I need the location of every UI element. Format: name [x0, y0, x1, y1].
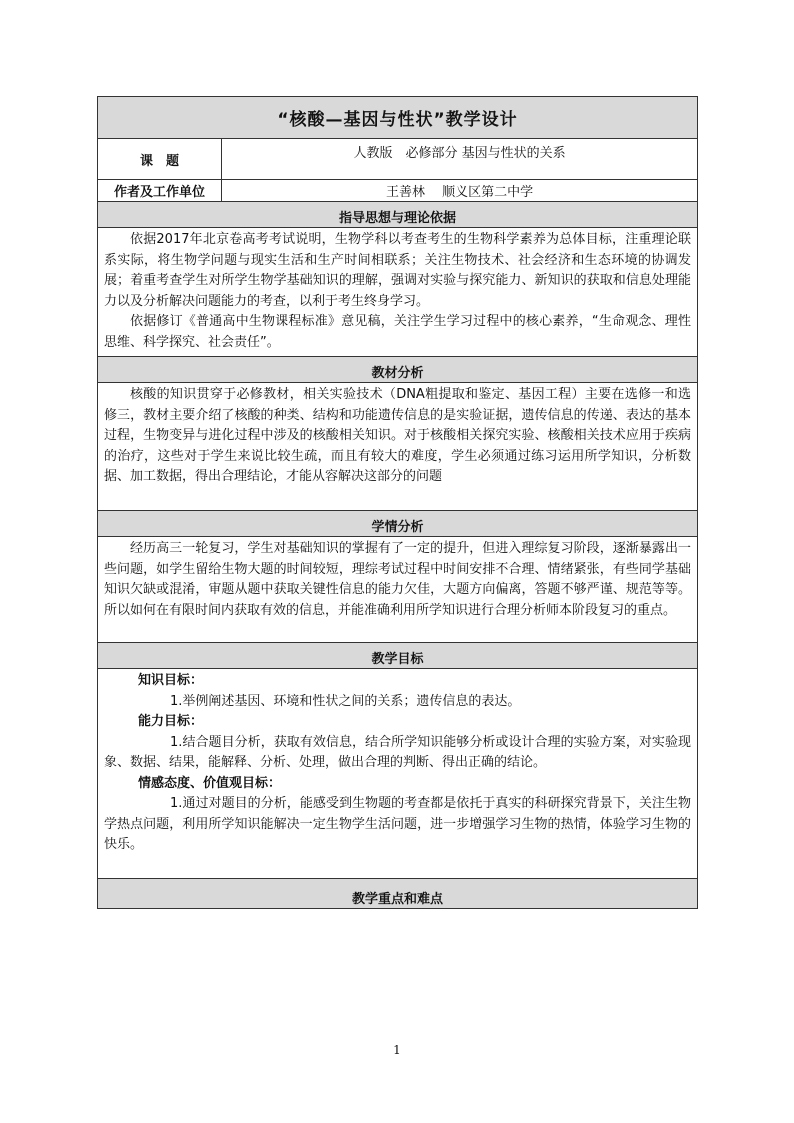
document-title: “核酸—基因与性状”教学设计	[98, 97, 698, 139]
material-body	[98, 383, 698, 511]
author-value: 王善林 顺义区第二中学	[222, 180, 698, 202]
knowledge-goal-item: 1.举例阐述基因、环境和性状之间的关系；遗传信息的表达。	[170, 693, 521, 709]
emotion-goal-label: 情感态度、价值观目标：	[138, 775, 282, 791]
students-heading: 学情分析	[98, 511, 698, 537]
ability-goal-label: 能力目标：	[138, 714, 204, 729]
ability-goal-item: 1.结合题目分析，获取有效信息，结合所学知识能够分析或设计合理的实验方案，对实验现象、数据、结果，能解释、分析、处理，做出合理的判断、得出正确的结论。	[104, 734, 692, 770]
objectives-body	[98, 669, 698, 879]
lesson-plan-table	[97, 96, 698, 909]
objectives-heading: 教学目标	[98, 643, 698, 669]
emotion-goal-item: 1.通过对题目的分析，能感受到生物题的考查都是依托于真实的科研探究背景下，关注生物学热点问题，利用所学知识能解决一定生物学生活问题，进一步增强学习生物的热情，体验学习生物的快乐。	[104, 796, 692, 852]
knowledge-goal-label: 知识目标：	[138, 673, 204, 688]
material-heading: 教材分析	[98, 357, 698, 383]
author-label: 作者及工作单位	[98, 180, 222, 202]
lesson-plan-document	[97, 96, 697, 909]
students-body	[98, 537, 698, 643]
page-number: 1	[393, 1043, 401, 1057]
keypoints-heading: 教学重点和难点	[98, 879, 698, 909]
material-paragraph-1: 核酸的知识贯穿于必修教材，相关实验技术（DNA粗提取和鉴定、基因工程）主要在选修一和选修三，教材主要介绍了核酸的种类、结构和功能遗传信息的是实验证据，遗传信息的传递、表达的基本过程，生物变异与进化过程中涉及的核酸相关知识。对于核酸相关探究实验、核酸相关技术应用于疾病的治疗，这些对于学生来说比较生疏，而且有较大的难度，学生必须通过练习运用所学知识，分析数据、加工数据，得出合理结论，才能从容解决这部分的问题	[104, 387, 692, 484]
course-value: 人教版 必修部分 基因与性状的关系	[222, 139, 698, 180]
guiding-body	[98, 228, 698, 357]
guiding-paragraph-2: 依据修订《普通高中生物课程标准》意见稿，关注学生学习过程中的核心素养，“生命观念、理性思维、科学探究、社会责任”。	[104, 314, 692, 350]
course-label: 课 题	[98, 139, 222, 180]
students-paragraph-1: 经历高三一轮复习，学生对基础知识的掌握有了一定的提升，但进入理综复习阶段，逐渐暴露出一些问题，如学生留给生物大题的时间较短，理综考试过程中时间安排不合理、情绪紧张，有些同学基础知识欠缺或混淆，审题从题中获取关键性信息的能力欠佳，大题方向偏离，答题不够严谨、规范等等。所以如何在有限时间内获取有效的信息，并能准确利用所学知识进行合理分析师本阶段复习的重点。	[104, 541, 692, 618]
guiding-paragraph-1: 依据2017年北京卷高考考试说明，生物学科以考查考生的生物科学素养为总体目标，注重理论联系实际，将生物学问题与现实生活和生产时间相联系；关注生物技术、社会经济和生态环境的协调发展；着重考查学生对所学生物学基础知识的理解，强调对实验与探究能力、新知识的获取和信息处理能力以及分析解决问题能力的考查，以利于考生终身学习。	[104, 232, 692, 309]
guiding-heading: 指导思想与理论依据	[98, 202, 698, 228]
